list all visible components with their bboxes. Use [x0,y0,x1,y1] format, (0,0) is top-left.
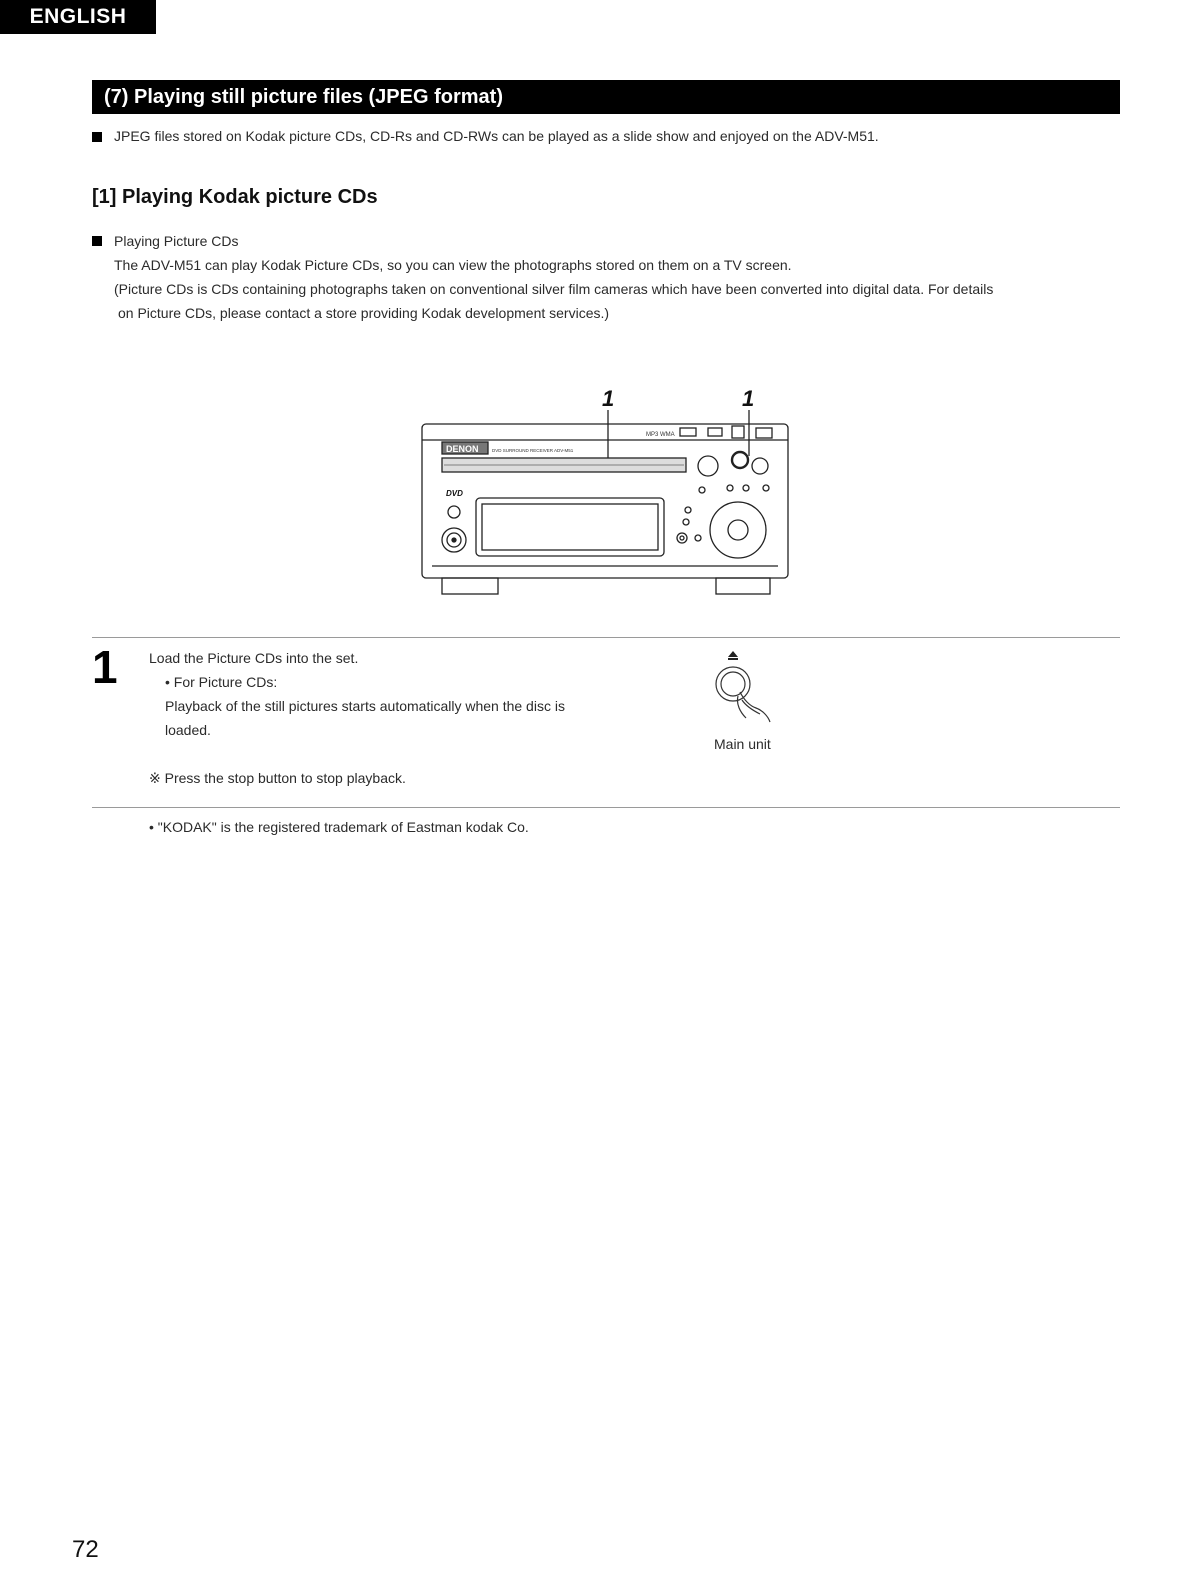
volume-knob [710,502,766,558]
callout-left: 1 [602,386,615,411]
play-button [732,452,748,468]
language-tab: ENGLISH [0,0,156,34]
page-number: 72 [72,1536,99,1563]
eject-icon [728,651,738,657]
square-bullet-icon [92,236,102,246]
display-window [476,498,664,556]
trademark-note: • "KODAK" is the registered trademark of Eastman kodak Co. [149,819,529,835]
description-line-2: (Picture CDs is CDs containing photographs taken on conventional silver film cameras which have been converted into digital data. For details [114,281,994,297]
phones-jack [677,533,687,543]
main-unit-illustration [418,384,794,600]
description-line-3: on Picture CDs, please contact a store providing Kodak development services.) [118,305,610,321]
step-1-text [149,646,649,790]
source-knob [698,456,718,476]
step-1-instruction: Load the Picture CDs into the set. [149,650,359,666]
hand-icon [737,692,770,722]
brand-logo: DENON [446,444,479,454]
square-bullet-icon [92,132,102,142]
bullet-text: Playing Picture CDs [114,233,239,249]
picture-cd-description [92,229,1124,325]
step-1-note: ※ Press the stop button to stop playback. [149,770,406,786]
step-1-bullet: • For Picture CDs: [165,674,278,690]
step-number: 1 [92,641,118,693]
divider-bottom [92,807,1120,808]
step-1-detail-2: loaded. [165,722,211,738]
format-badges: MP3 WMA [646,432,675,438]
intro-text: JPEG files stored on Kodak picture CDs, CD-Rs and CD-RWs can be played as a slide show and enjoyed on the ADV-M51. [114,128,879,144]
callout-right: 1 [742,386,755,411]
intro-paragraph [92,128,1122,144]
foot-right [716,578,770,594]
picture-cd-bullet [92,229,1124,253]
divider-top [92,637,1120,638]
main-unit-caption: Main unit [714,736,771,752]
description-line-1: The ADV-M51 can play Kodak Picture CDs, so you can view the photographs stored on them on a TV screen. [114,257,792,273]
dvd-logo: DVD [446,489,463,498]
foot-left [442,578,498,594]
stop-button [752,458,768,474]
step-1-detail-1: Playback of the still pictures starts automatically when the disc is [165,698,565,714]
section-title: (7) Playing still picture files (JPEG format) [92,80,1120,114]
model-text: DVD SURROUND RECEIVER ADV-M51 [492,448,574,453]
subsection-title: [1] Playing Kodak picture CDs [92,186,378,208]
eject-button-illustration [704,648,774,726]
